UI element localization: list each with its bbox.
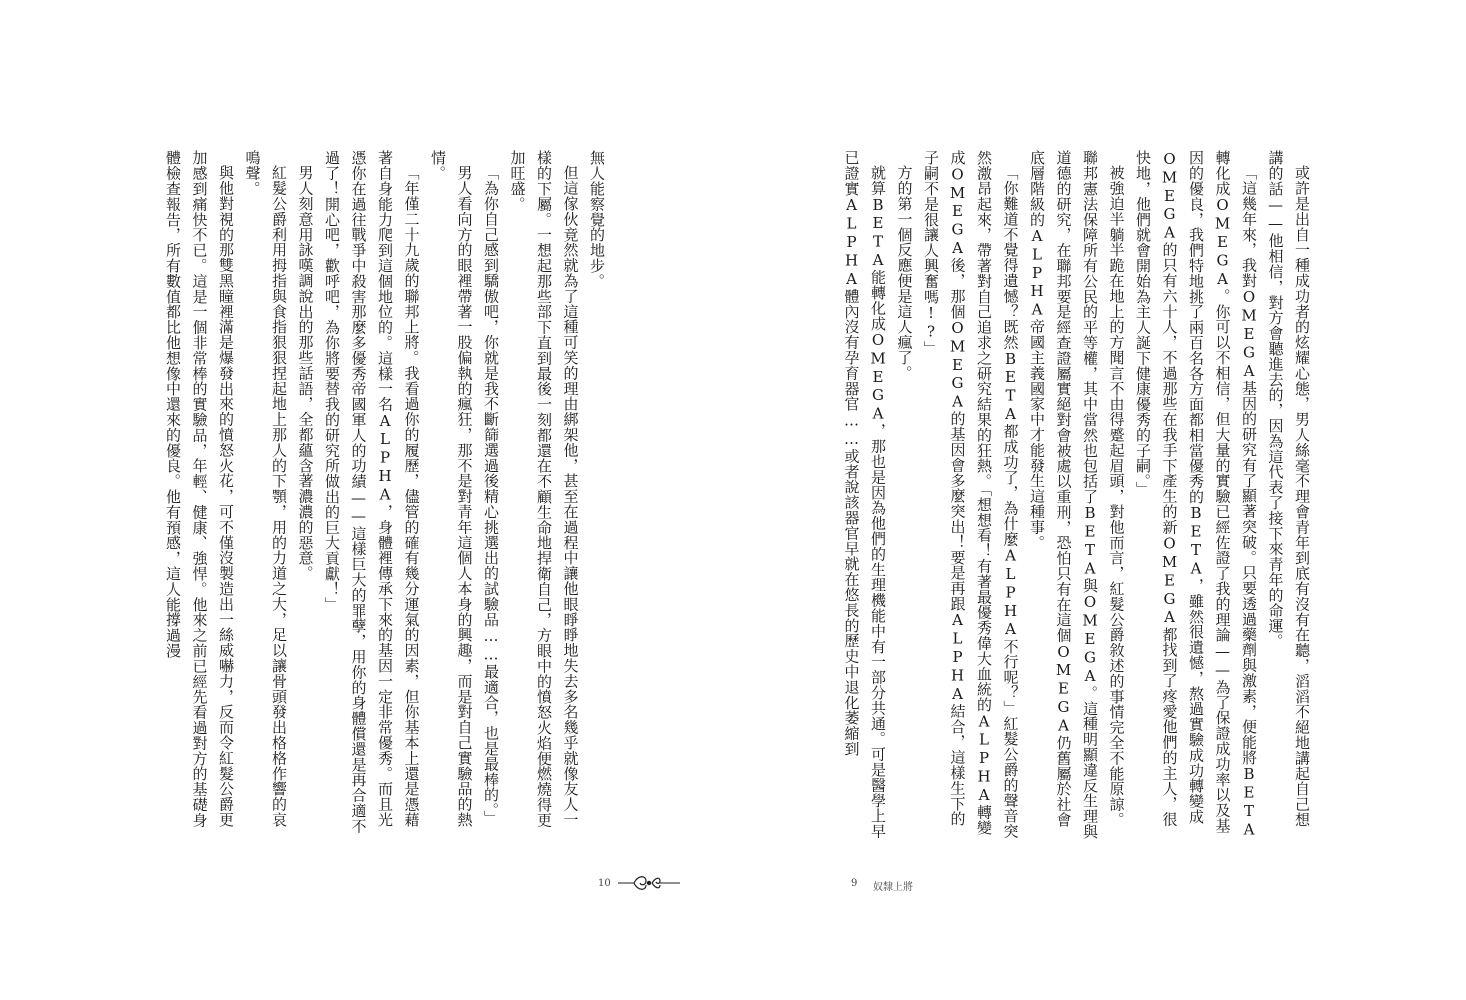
paragraph: 或許是出自一種成功者的炫耀心態，男人絲毫不理會青年到底有沒有在聽，滔滔不絕地講起自己想講的話——他相信，對方會聽進去的，因為這代表了接下來青年的命運。: [1266, 150, 1311, 828]
paragraph: 就算BETA能轉化成OMEGA，那也是因為他們的生理機能中有一部分共通。可是醫學上早已證實ALPHA體內沒有孕育器官……或者說該器官早就在悠長的歷史中退化萎縮到: [842, 150, 887, 839]
page-number: 10: [598, 878, 611, 889]
paragraph: 男人看向方的眼裡帶著一股偏執的瘋狂，那不是對青年這個人本身的興趣，而是對自己實驗品的熱情。: [429, 150, 474, 828]
paragraph: 與他對視的那雙黑瞳裡滿是爆發出來的憤怒火花，可不僅沒製造出一絲威嚇力，反而令紅髮公爵更加感到痛快不已。這是一個非常棒的實驗品，年輕、健康、強悍。他來之前已經先看過對方的基礎身體檢查報告，所有數值都比他想像中還來的優良。他有預感，這人能撐過漫: [164, 150, 235, 828]
page-number: 9: [851, 878, 858, 889]
paragraph: 無人能察覺的地步。: [588, 150, 606, 289]
paragraph: 方的第一個反應便是這人瘋了。: [895, 165, 914, 381]
paragraph: 「這幾年來，我對OMEGA基因的研究有了顯著突破。只要透過藥劑與激素，便能將BETA轉化成OMEGA。你可以不相信，但大量的實驗已經佐證了我的理論——為了保證成功率以及基因的優良，我們特地挑了兩百名各方面都相當優秀的BETA，雖然很遺憾，熬過實驗成功轉變成OMEGA的只有六十人，不過那些在我手下產生的新OMEGA都找到了疼愛他們的主人，很快地，他們就會開始為主人誕下健康優秀的子嗣。」: [1134, 150, 1258, 839]
right-page-text: [842, 150, 1315, 840]
right-page: [733, 0, 1466, 1000]
paragraph: 但這傢伙竟然就為了這種可笑的理由綁架他，甚至在過程中讓他眼睜睜地失去多名幾乎就像友人一樣的下屬。一想起那些部下直到最後一刻都還在不顧生命地捍衛自己，方眼中的憤怒火焰便燃燒得更加旺盛。: [508, 150, 580, 828]
paragraph: 紅髮公爵利用拇指與食指狠狠捏起地上那人的下顎，用的力道之大，足以讓骨頭發出格格作響的哀鳴聲。: [243, 150, 288, 828]
paragraph: 「年僅二十九歲的聯邦上將。我看過你的履歷，儘管的確有幾分運氣的因素，但你基本上還是憑藉著自身能力爬到這個地位的。這樣一名ALPHA，身體裡傳承下來的基因一定非常優秀。而且光憑你在過往戰爭中殺害那麼多優秀帝國軍人的功績——這樣巨大的罪孽，用你的身體償還是再合適不過了！開心吧，歡呼吧，為你將要替我的研究所做出的巨大貢獻！」: [323, 150, 421, 834]
left-page-text: [150, 150, 610, 840]
running-title: 奴隸上將: [873, 882, 913, 893]
paragraph: 「你難道不覺得遺憾？既然BETA都成功了，為什麼ALPHA不行呢？」紅髮公爵的聲音突然激昂起來，帶著對自己追求之研究結果的狂熱。「想想看！有著最優秀偉大血統的ALPHA轉變成OMEGA後，那個OMEGA的基因會多麼突出！要是再跟ALPHA結合，這樣生下的子嗣不是很讓人興奮嗎!?」: [922, 150, 1020, 839]
paragraph: 男人刻意用詠嘆調說出的那些話語，全都蘊含著濃濃的惡意。: [296, 165, 315, 581]
paragraph: 「為你自己感到驕傲吧，你就是我不斷篩選過後精心挑選出的試驗品……最適合，也是最棒的。」: [482, 165, 500, 826]
flourish-ornament-icon: [616, 872, 682, 894]
paragraph: 被強迫半躺半跪在地上的方聞言不由得蹙起眉頭，對他而言，紅髮公爵敘述的事情完全不能原諒。聯邦憲法保障所有公民的平等權，其中當然也包括了BETA與OMEGA。這種明顯違反生理與道德的研究，在聯邦要是經查證屬實絕對會被處以重刑，恐怕只有在這個OMEGA仍舊屬於社會底層階級的ALPHA帝國主義國家中才能發生這種事。: [1028, 150, 1126, 840]
